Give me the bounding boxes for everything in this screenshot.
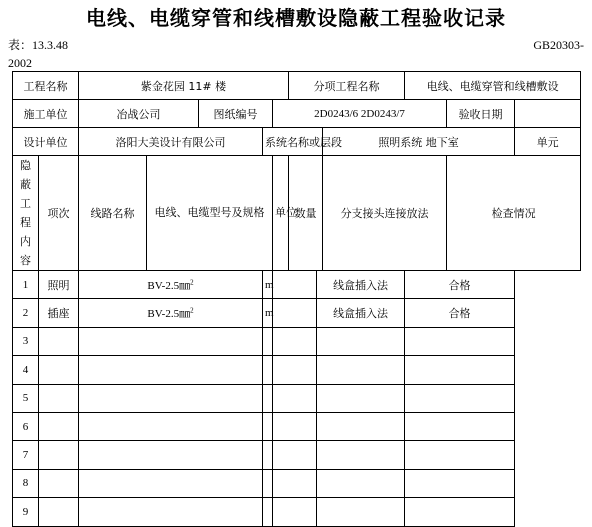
acceptance-date-value [515,100,581,128]
project-name-value: 紫金花园 11# 楼 [79,72,289,100]
row-item-no [13,327,39,355]
table-row [13,299,581,327]
row-item-no [13,271,39,299]
row-inspection [405,327,515,355]
header-row-design [13,128,581,156]
table-row [13,412,581,440]
acceptance-date-label: 验收日期 [447,100,515,128]
row-joint-method [317,441,405,469]
section-char: 工 [20,197,31,210]
row-unit [263,327,273,355]
row-item-no [13,412,39,440]
row-inspection [405,412,515,440]
table-row [13,441,581,469]
row-item-no [13,384,39,412]
construction-unit-value: 冶战公司 [79,100,199,128]
row-item-no-text: 9 [22,505,29,518]
row-item-no [13,498,39,526]
table-row [13,356,581,384]
col-inspection: 检查情况 [447,156,581,271]
row-item-no [13,469,39,497]
row-circuit-name [39,299,79,327]
row-unit [263,469,273,497]
row-quantity [273,441,317,469]
row-unit [263,271,273,299]
row-joint-method-text: 线盒插入法 [333,278,389,292]
row-quantity [273,271,317,299]
hidden-work-content-label [13,156,39,271]
row-circuit-name-text: 插座 [47,307,70,321]
row-inspection-text: 合格 [448,278,471,292]
row-model-spec [79,327,263,355]
row-circuit-name [39,384,79,412]
row-joint-method [317,498,405,526]
row-unit [263,498,273,526]
section-char: 蔽 [20,178,31,191]
form-code-continued: 2002 [8,56,32,70]
row-model-spec-text: BV-2.5㎜ [147,279,191,292]
row-joint-method [317,271,405,299]
row-model-spec [79,469,263,497]
row-inspection [405,356,515,384]
row-circuit-name [39,271,79,299]
unit-word: 单元 [515,128,581,156]
row-circuit-name [39,469,79,497]
sub-project-value: 电线、电缆穿管和线槽敷设 [405,72,581,100]
row-inspection [405,271,515,299]
col-model-spec: 电线、电缆型号及规格 [147,156,273,271]
col-circuit-name: 线路名称 [79,156,147,271]
row-joint-method [317,327,405,355]
row-unit [263,441,273,469]
row-circuit-name [39,498,79,526]
row-model-spec [79,356,263,384]
row-item-no-text: 8 [22,477,29,490]
row-unit [263,299,273,327]
table-number [8,36,68,72]
system-label: 系统名称或层段 [263,128,323,156]
row-model-spec [79,441,263,469]
row-inspection [405,469,515,497]
col-quantity: 数量 [289,156,323,271]
row-circuit-name-text: 照明 [47,278,70,292]
row-circuit-name [39,327,79,355]
project-name-label: 工程名称 [13,72,79,100]
section-char: 内 [20,235,31,248]
table-row [13,498,581,526]
row-circuit-name [39,441,79,469]
row-joint-method [317,299,405,327]
column-header-row [13,156,581,271]
col-unit: 单位 [273,156,289,271]
row-model-spec [79,498,263,526]
row-inspection [405,384,515,412]
section-char: 容 [20,254,31,267]
row-item-no-text: 5 [22,392,29,405]
row-unit-text: m [265,307,274,320]
table-row [13,384,581,412]
row-unit [263,384,273,412]
sub-project-label: 分项工程名称 [289,72,405,100]
section-char: 隐 [20,159,31,172]
drawing-number-label: 图纸编号 [199,100,273,128]
row-item-no-text: 7 [22,449,29,462]
row-inspection [405,299,515,327]
spec-superscript: 2 [190,278,194,287]
row-item-no [13,356,39,384]
row-unit [263,356,273,384]
table-number-text: 表：13.3.48 [8,38,69,52]
row-quantity [273,384,317,412]
row-circuit-name [39,356,79,384]
row-inspection [405,498,515,526]
row-item-no-text: 1 [22,278,29,291]
row-quantity [273,412,317,440]
design-unit-label: 设计单位 [13,128,79,156]
col-joint-method: 分支接头连接放法 [323,156,447,271]
row-joint-method [317,412,405,440]
row-quantity [273,498,317,526]
table-row [13,327,581,355]
system-value: 照明系统 地下室 [323,128,515,156]
row-quantity [273,299,317,327]
row-unit [263,412,273,440]
document-title: 电线、电缆穿管和线槽敷设隐蔽工程验收记录 [86,6,506,30]
drawing-number-value: 2D0243/6 2D0243/7 [273,100,447,128]
row-model-spec [79,299,263,327]
row-joint-method [317,384,405,412]
row-model-spec-text: BV-2.5㎜ [147,308,191,321]
row-joint-method [317,469,405,497]
table-row [13,469,581,497]
row-inspection-text: 合格 [448,307,471,321]
row-quantity [273,356,317,384]
header-row-construction [13,100,581,128]
acceptance-record-table [12,71,581,527]
row-item-no [13,441,39,469]
form-code: GB20303- [533,38,584,52]
section-char: 程 [20,216,31,229]
row-item-no-text: 4 [22,363,29,376]
row-item-no-text: 3 [22,335,29,348]
design-unit-value: 洛阳大美设计有限公司 [79,128,263,156]
row-item-no-text: 6 [22,420,29,433]
row-circuit-name [39,412,79,440]
row-model-spec [79,384,263,412]
row-quantity [273,327,317,355]
table-row [13,271,581,299]
row-model-spec [79,412,263,440]
col-item-no: 项次 [39,156,79,271]
construction-unit-label: 施工单位 [13,100,79,128]
header-row-project [13,72,581,100]
row-item-no [13,299,39,327]
row-unit-text: m [265,278,274,291]
spec-superscript: 2 [190,306,194,315]
row-inspection [405,441,515,469]
row-joint-method [317,356,405,384]
row-item-no-text: 2 [22,307,29,320]
row-quantity [273,469,317,497]
row-model-spec [79,271,263,299]
row-joint-method-text: 线盒插入法 [333,307,389,321]
